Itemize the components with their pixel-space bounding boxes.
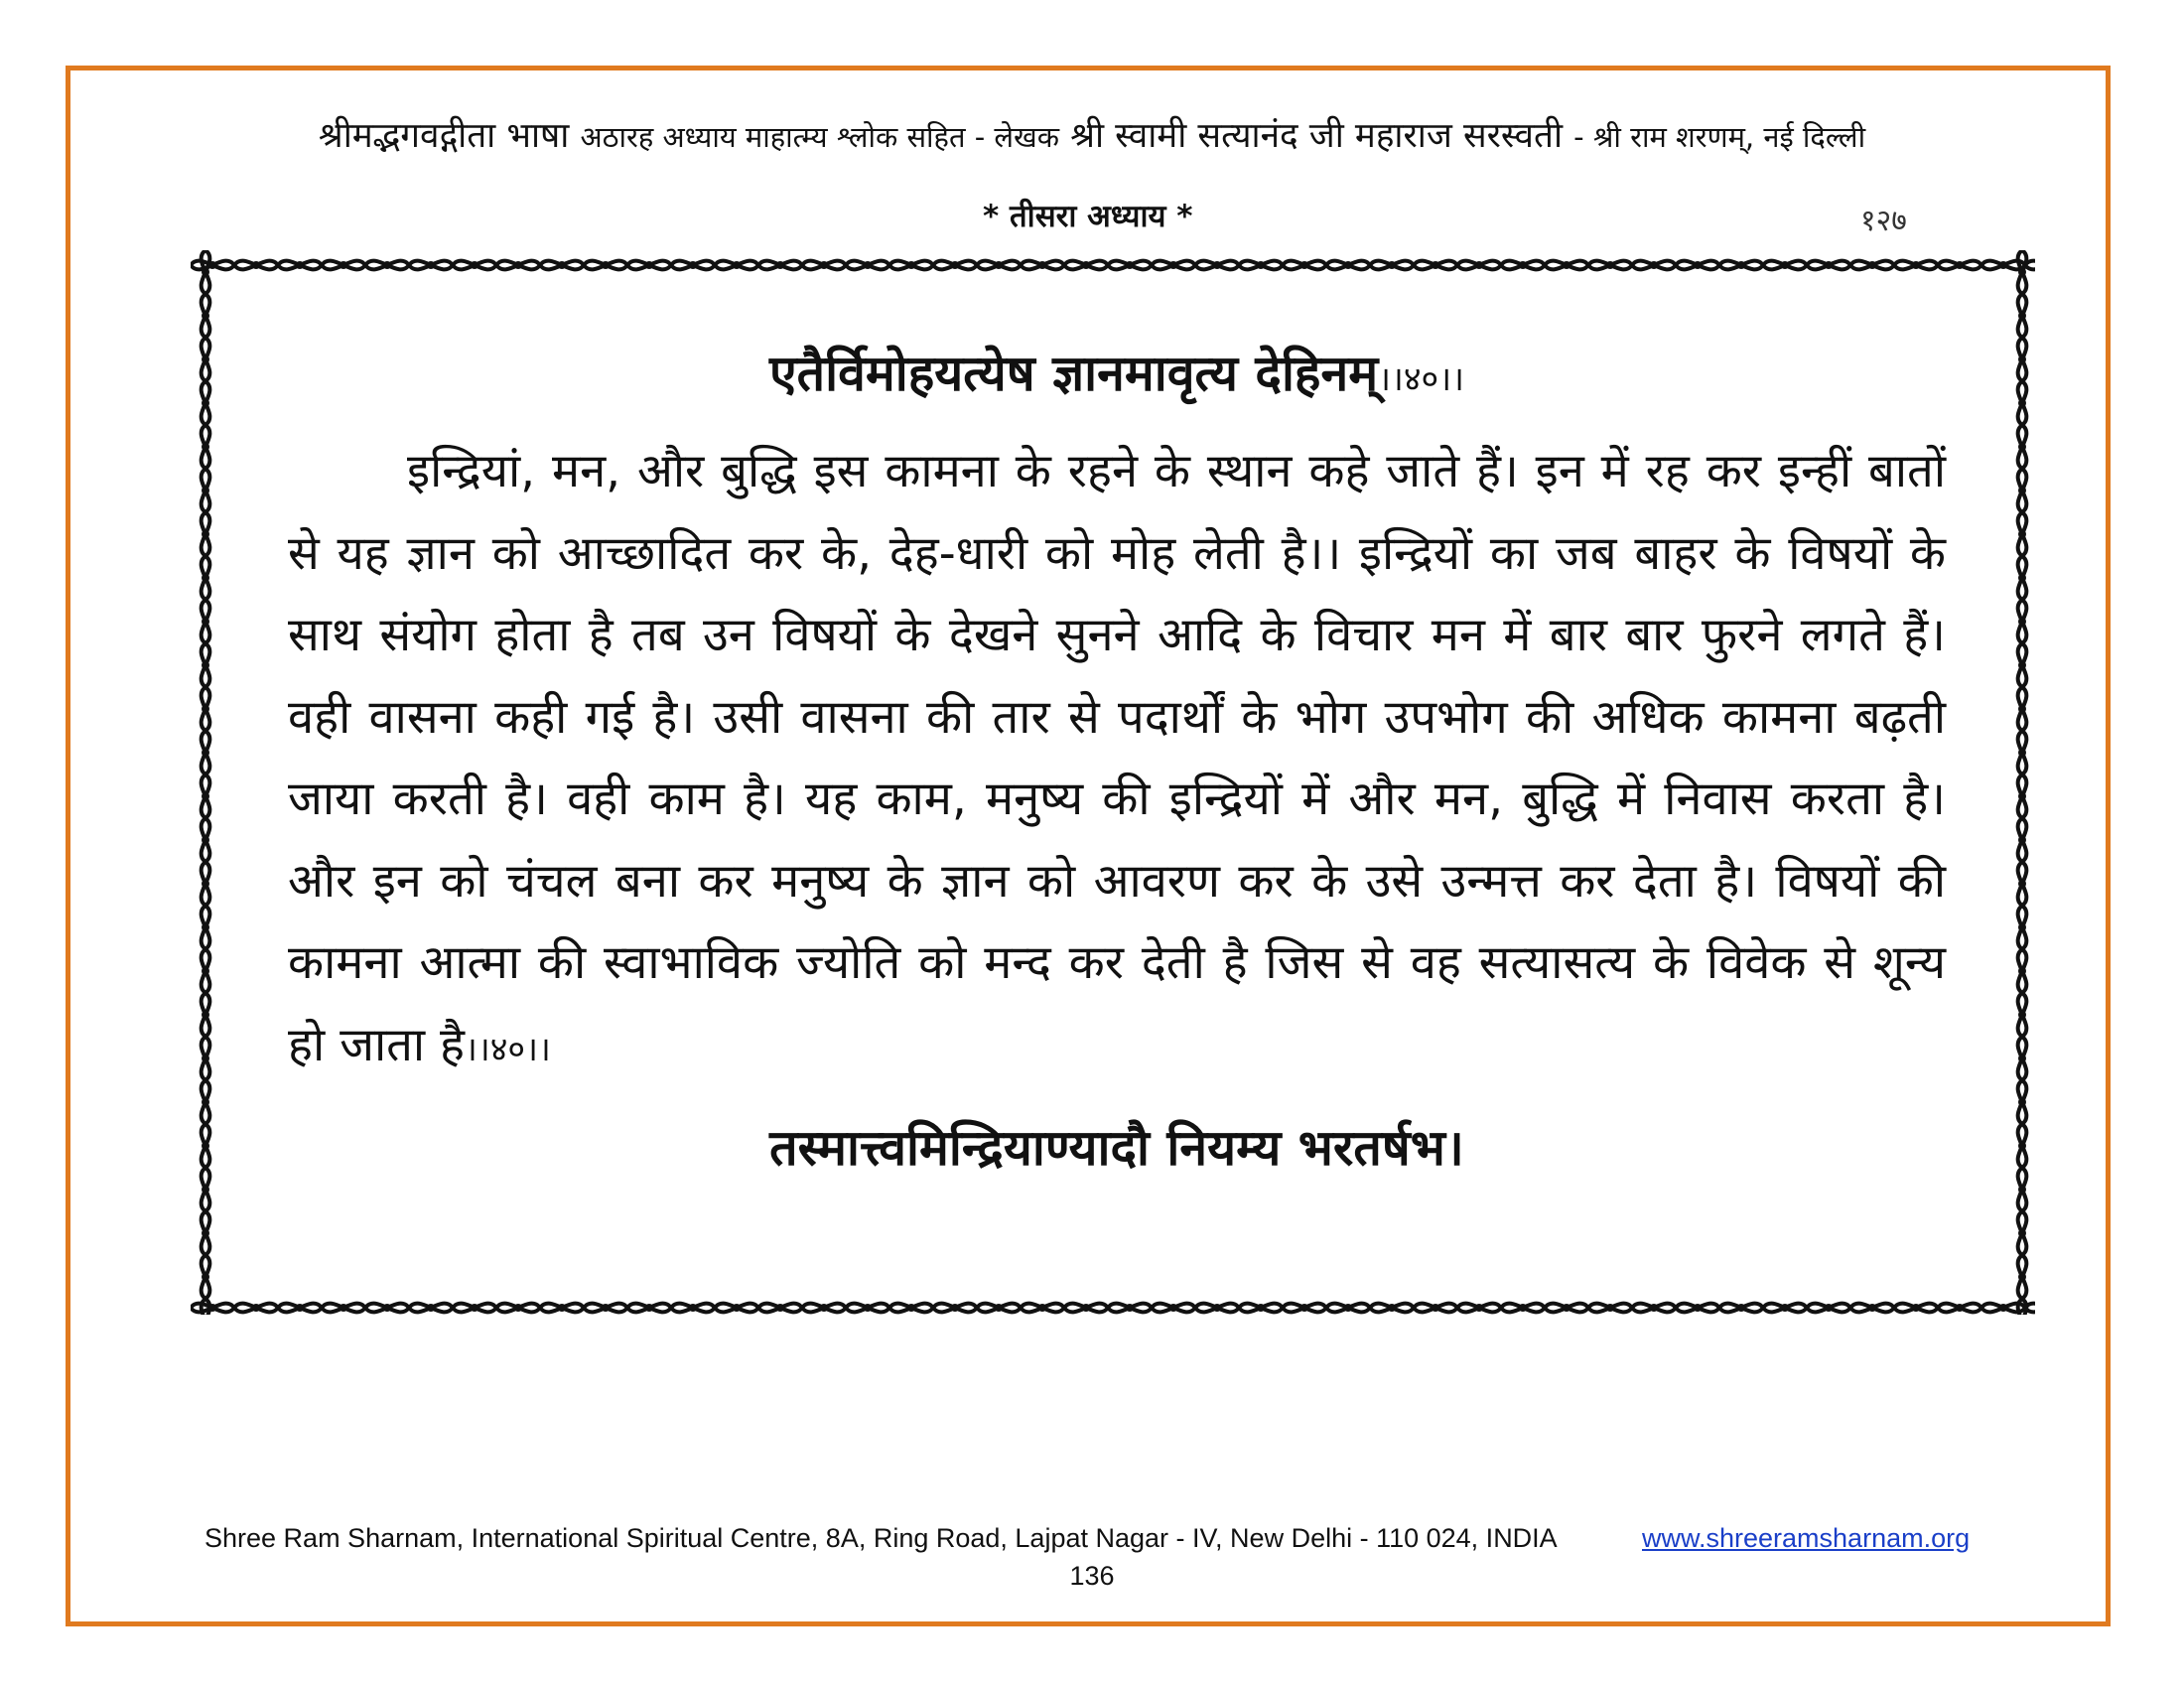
commentary-verse-number: ।।४०।। (464, 1029, 551, 1069)
commentary-text: इन्द्रियां, मन, और बुद्धि इस कामना के रहने के स्थान कहे जाते हैं। इन में रह कर इन्हीं बातों से यह ज्ञान को आच्छादित कर के, देह-धारी को मोह लेती है।। इन्द्रियों का जब बाहर के विषयों के साथ संयोग होता है तब उन विषयों के देखने सुनने आदि के विचार मन में बार बार फुरने लगते हैं। वही वासना कही गई है। उसी वासना की तार से पदार्थों के भोग उपभोग की अधिक कामना बढ़ती जाया करती है। वही काम है। यह काम, मनुष्य की इन्द्रियों में और मन, बुद्धि में निवास करता है। और इन को चंचल बना कर मनुष्य के ज्ञान को आवरण कर के उसे उन्मत्त कर देता है। विषयों की कामना आत्मा की स्वाभाविक ज्योति को मन्द कर देती है जिस से वह सत्यासत्य के विवेक से शून्य हो जाता है (288, 444, 1946, 1072)
header-title-sub: अठारह अध्याय माहात्म्य श्लोक सहित - लेखक (580, 120, 1060, 154)
original-page-number: १२७ (1860, 204, 1907, 238)
footer-website-link[interactable]: www.shreeramsharnam.org (1642, 1523, 1971, 1553)
header-author: श्री स्वामी सत्यानंद जी महाराज सरस्वती (1070, 116, 1564, 156)
main-content (288, 338, 1946, 1180)
header-title-main: श्रीमद्भगवद्गीता भाषा (318, 116, 570, 156)
border-right-chain (2005, 250, 2035, 1315)
verse-line-1-text: एतैर्विमोहयत्येष ज्ञानमावृत्य देहिनम् (768, 345, 1379, 402)
verse-line-2: तस्मात्त्वमिन्द्रियाण्यादौ नियम्य भरतर्षभ। (769, 1119, 1464, 1177)
footer-page-number: 136 (1069, 1561, 1115, 1591)
border-bottom-chain (191, 1285, 2035, 1315)
border-top-chain (191, 250, 2035, 280)
page-header (0, 111, 2184, 158)
commentary-paragraph (288, 431, 1946, 1090)
verse-line-1-number: ।।४०।। (1378, 359, 1465, 399)
verse-line-1 (288, 338, 1946, 405)
footer-address: Shree Ram Sharnam, International Spiritual Centre, 8A, Ring Road, Lajpat Nagar - IV, New Delhi - 110 024, INDIA (205, 1523, 1558, 1553)
header-publisher: - श्री राम शरणम्, नई दिल्ली (1573, 120, 1866, 154)
chapter-heading: * तीसरा अध्याय * (983, 199, 1193, 234)
border-left-chain (191, 250, 220, 1315)
